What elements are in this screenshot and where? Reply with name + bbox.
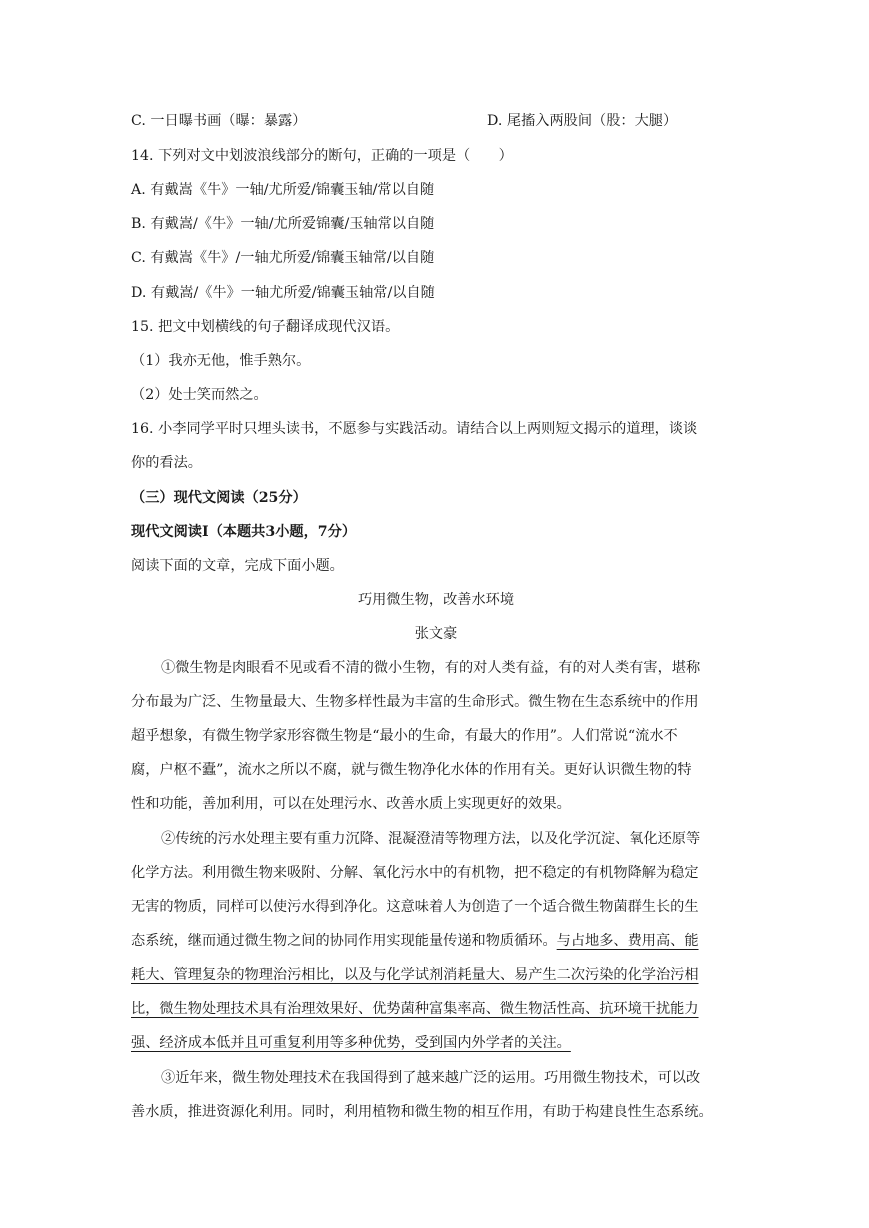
article-title: 巧用微生物，改善水环境 [357,592,515,608]
paragraph-1-line: 超乎想象，有微生物学家形容微生物是“最小的生命，有最大的作用”。人们常说“流水不 [131,728,678,744]
underlined-sentence: 与占地多、费用高、能 [556,933,699,949]
question-15-sentence-1: （1）我亦无他，惟手熟尔。 [131,353,311,369]
paragraph-1-line: ①微生物是肉眼看不见或看不清的微小生物，有的对人类有益，有的对人类有害，堪称 [161,660,701,676]
question-16-line-1: 16. 小李同学平时只埋头读书，不愿参与实践活动。请结合以上两则短文揭示的道理，谈谈 [131,421,698,437]
section-instruction: 阅读下面的文章，完成下面小题。 [131,558,344,574]
option-d-q13: D. 尾搐入两股间（股：大腿） [487,113,678,129]
option-b-q14: B. 有戴嵩/《牛》一轴/尤所爱锦囊/玉轴常以自随 [131,216,435,232]
paragraph-1-line: 分布最为广泛、生物量最大、生物多样性最为丰富的生命形式。微生物在生态系统中的作用 [131,694,699,710]
paragraph-2-line: 化学方法。利用微生物来吸附、分解、氧化污水中的有机物，把不稳定的有机物降解为稳定 [131,865,699,881]
option-c-q13: C. 一日曝书画（曝：暴露） [131,113,307,129]
paragraph-2-line: 无害的物质，同样可以使污水得到净化。这意味着人为创造了一个适合微生物菌群生长的生 [131,899,699,915]
paragraph-2-line [131,931,741,951]
question-16-line-2: 你的看法。 [131,455,202,471]
underlined-sentence: 强、经济成本低并且可重复利用等多种优势，受到国内外学者的关注。 [131,1035,571,1051]
underlined-sentence: 耗大、管理复杂的物理治污相比，以及与化学试剂消耗量大、易产生二次污染的化学治污相 [131,967,699,983]
paragraph-1-line: 性和功能，善加利用，可以在处理污水、改善水质上实现更好的效果。 [131,796,571,812]
paragraph-1-line: 腐，户枢不蠹”，流水之所以不腐，就与微生物净化水体的作用有关。更好认识微生物的特 [131,762,692,778]
option-a-q14: A. 有戴嵩《牛》一轴/尤所爱/锦囊玉轴/常以自随 [131,182,435,198]
paragraph-3-line: ③近年来，微生物处理技术在我国得到了越来越广泛的运用。巧用微生物技术，可以改 [161,1070,701,1086]
article-author: 张文豪 [414,626,458,642]
option-d-q14: D. 有戴嵩/《牛》一轴尤所爱/锦囊玉轴常/以自随 [131,285,435,301]
question-15-stem: 15. 把文中划横线的句子翻译成现代汉语。 [131,319,400,335]
question-14-stem: 14. 下列对文中划波浪线部分的断句，正确的一项是（ ） [131,148,513,164]
question-15-sentence-2: （2）处士笑而然之。 [131,387,268,403]
paragraph-3-line: 善水质，推进资源化利用。同时，利用植物和微生物的相互作用，有助于构建良性生态系统。 [131,1104,713,1120]
section-subtitle: 现代文阅读Ⅰ（本题共3小题，7分） [131,524,357,540]
underlined-sentence: 比，微生物处理技术具有治理效果好、优势菌种富集率高、微生物活性高、抗环境干扰能力 [131,1001,699,1017]
section-title: （三）现代文阅读（25分） [131,490,307,506]
paragraph-2-plain-text: 态系统，继而通过微生物之间的协同作用实现能量传递和物质循环。 [131,933,557,949]
option-c-q14: C. 有戴嵩《牛》/一轴尤所爱/锦囊玉轴常/以自随 [131,250,435,266]
paragraph-2-line: ②传统的污水处理主要有重力沉降、混凝澄清等物理方法，以及化学沉淀、氧化还原等 [161,831,701,847]
